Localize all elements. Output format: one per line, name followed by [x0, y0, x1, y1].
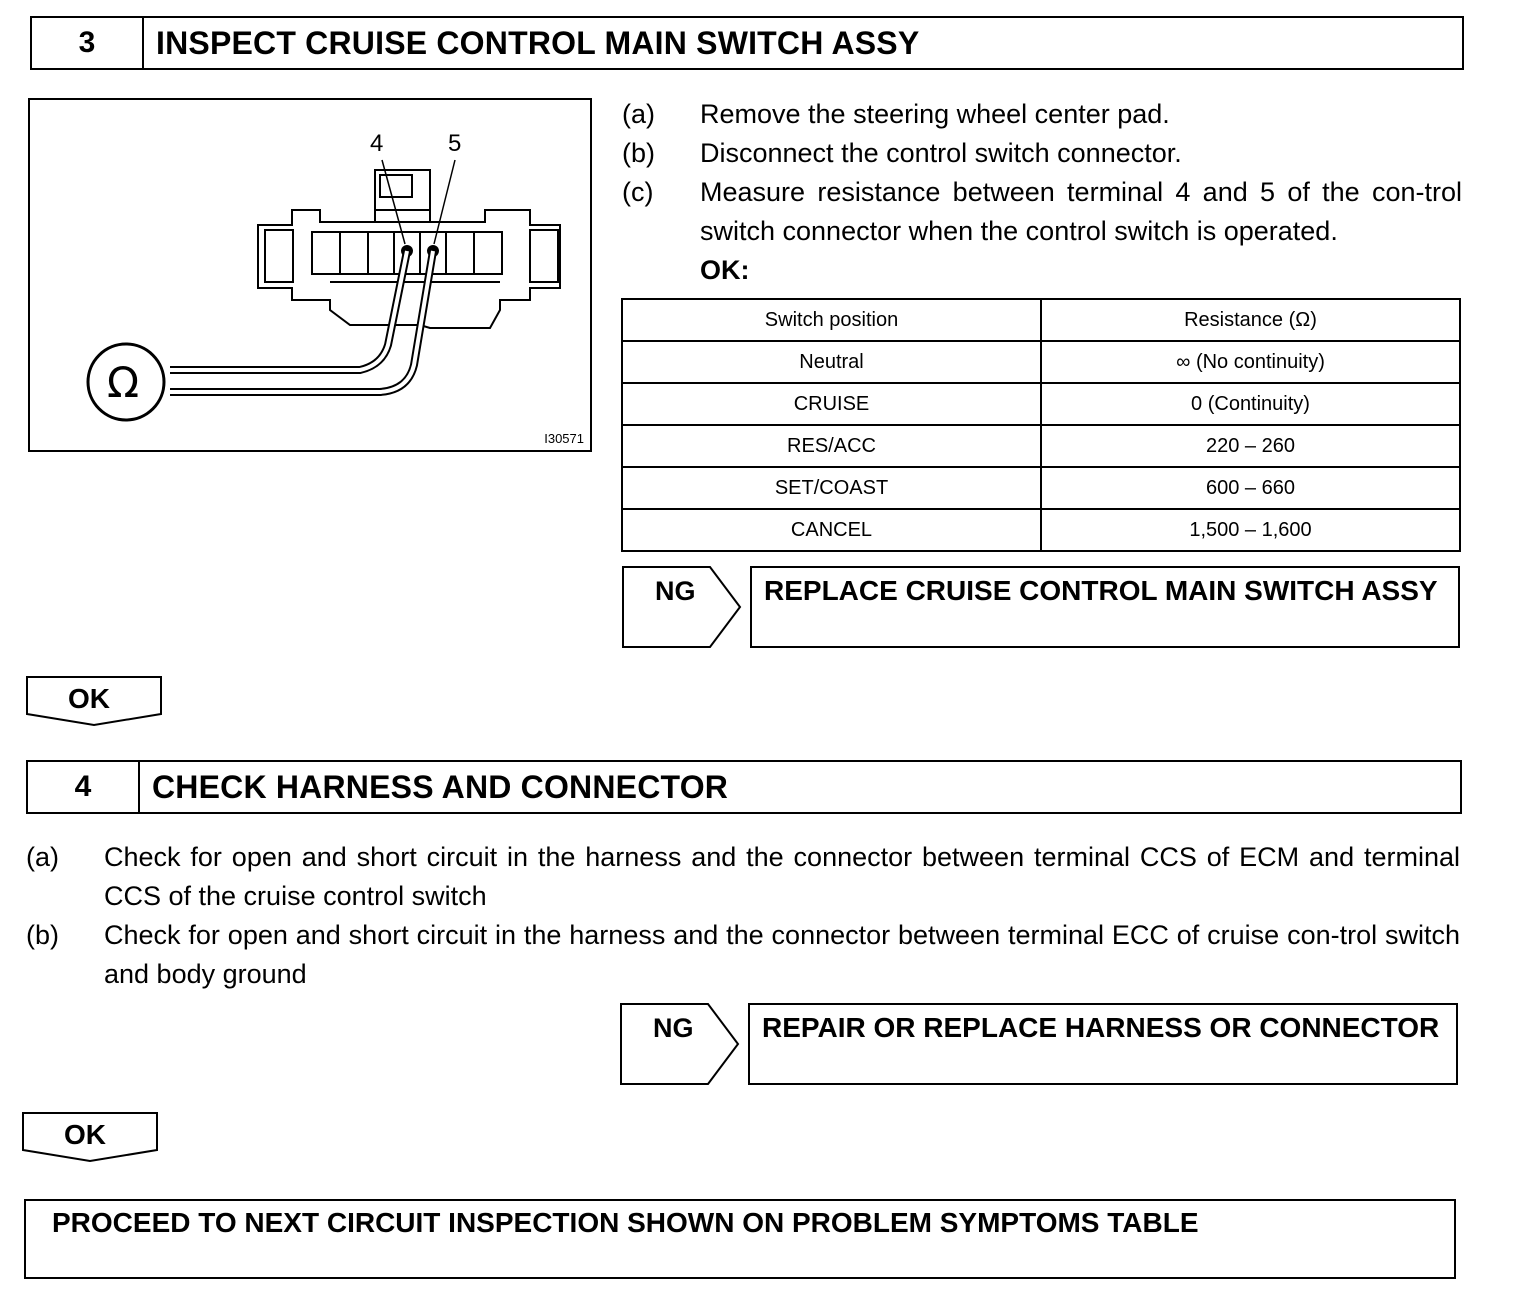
table-row — [622, 509, 1460, 551]
instruction-text: Check for open and short circuit in the harness and the connector between terminal ECC of cruise con-trol switch and body ground — [104, 920, 1460, 989]
instruction-item — [26, 838, 1460, 916]
table-cell: CRUISE — [622, 383, 1041, 425]
ok-label: OK — [68, 683, 110, 714]
instruction-item — [622, 173, 1462, 251]
step-3-ng-branch — [622, 566, 1462, 648]
instruction-label: (b) — [622, 138, 655, 168]
step-4-instructions — [26, 838, 1460, 994]
step-number: 3 — [32, 18, 144, 68]
instruction-text: Disconnect the control switch connector. — [700, 138, 1182, 168]
step-4-header — [26, 760, 1462, 814]
table-cell: ∞ (No continuity) — [1041, 341, 1460, 383]
ok-label: OK — [64, 1119, 106, 1150]
ng-arrow-label: NG — [655, 576, 696, 606]
ok-criteria-label: OK: — [700, 255, 750, 285]
step-4-ng-branch — [620, 1003, 1460, 1085]
final-action-box: PROCEED TO NEXT CIRCUIT INSPECTION SHOWN ON PROBLEM SYMPTOMS TABLE — [24, 1199, 1456, 1279]
step-3-header — [30, 16, 1464, 70]
table-cell: Neutral — [622, 341, 1041, 383]
table-cell: 1,500 – 1,600 — [1041, 509, 1460, 551]
terminal-4-label: 4 — [370, 130, 384, 157]
table-cell: CANCEL — [622, 509, 1041, 551]
instruction-label: (a) — [622, 99, 655, 129]
instruction-text: Measure resistance between terminal 4 and 5 of the con-trol switch connector when the control switch is operated. — [700, 177, 1462, 246]
step-3-instructions — [622, 95, 1462, 290]
table-row — [622, 341, 1460, 383]
instruction-text: Remove the steering wheel center pad. — [700, 99, 1170, 129]
column-header-resistance: Resistance (Ω) — [1041, 299, 1460, 341]
table-cell: RES/ACC — [622, 425, 1041, 467]
instruction-text: Check for open and short circuit in the harness and the connector between terminal CCS of ECM and terminal CCS of the cruise control switch — [104, 842, 1460, 911]
instruction-item — [622, 134, 1462, 173]
table-cell: 600 – 660 — [1041, 467, 1460, 509]
instruction-label: (a) — [26, 842, 59, 872]
instruction-item — [26, 916, 1460, 994]
step-number: 4 — [28, 762, 140, 812]
step-4-ok-tab — [22, 1112, 160, 1164]
table-row — [622, 383, 1460, 425]
table-cell: SET/COAST — [622, 467, 1041, 509]
ng-action-box: REPLACE CRUISE CONTROL MAIN SWITCH ASSY — [750, 566, 1460, 648]
terminal-5-label: 5 — [448, 130, 462, 157]
table-header-row — [622, 299, 1460, 341]
table-row — [622, 425, 1460, 467]
ok-criteria-row — [622, 251, 1462, 290]
ng-action-box: REPAIR OR REPLACE HARNESS OR CONNECTOR — [748, 1003, 1458, 1085]
step-3-ok-tab — [26, 676, 164, 728]
step-title: CHECK HARNESS AND CONNECTOR — [152, 768, 729, 805]
column-header-switch-position: Switch position — [622, 299, 1041, 341]
instruction-item — [622, 95, 1462, 134]
ohmmeter-icon: Ω — [107, 358, 140, 407]
connector-diagram — [28, 98, 592, 452]
step-title: INSPECT CRUISE CONTROL MAIN SWITCH ASSY — [156, 24, 920, 61]
instruction-label: (c) — [622, 177, 654, 207]
table-cell: 0 (Continuity) — [1041, 383, 1460, 425]
table-cell: 220 – 260 — [1041, 425, 1460, 467]
figure-id: I30571 — [544, 431, 584, 446]
instruction-label: (b) — [26, 920, 59, 950]
ng-arrow-label: NG — [653, 1013, 694, 1043]
resistance-spec-table — [621, 298, 1461, 552]
table-row — [622, 467, 1460, 509]
